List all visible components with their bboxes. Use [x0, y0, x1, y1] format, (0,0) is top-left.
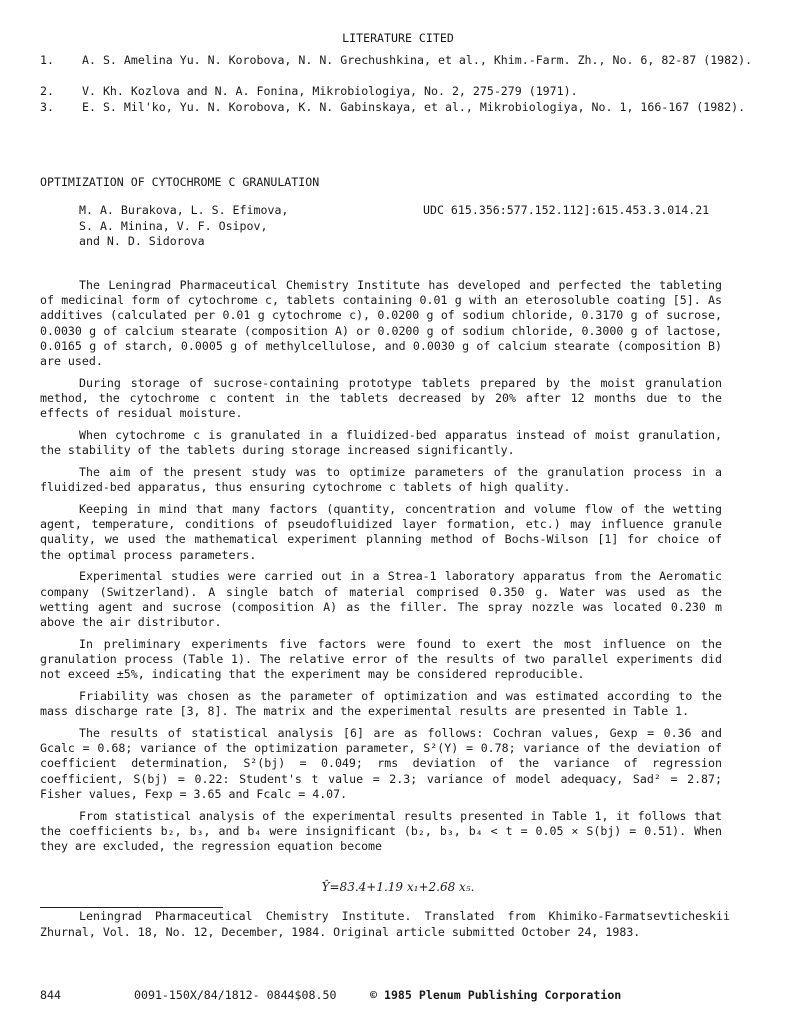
body-paragraph: The aim of the present study was to optimize parameters of the granulation process in a fluidized-bed apparatus, thus ensuring cytochrome c tablets of high quality.	[40, 465, 722, 495]
reference-text: A. S. Amelina Yu. N. Korobova, N. N. Grechushkina, et al., Khim.-Farm. Zh., No. 6, 82-87 (1982).	[82, 53, 753, 67]
page-number: 844	[40, 988, 61, 1002]
footnote-divider	[40, 907, 223, 908]
footnote-text: Leningrad Pharmaceutical Chemistry Institute. Translated from Khimiko-Farmatsevticheskii Zhurnal, Vol. 18, No. 12, December, 1984. Original article submitted October 24, 1983.	[40, 909, 730, 939]
reference-number: 1.	[40, 53, 54, 67]
author-list	[79, 203, 288, 250]
body-paragraph: From statistical analysis of the experimental results presented in Table 1, it follows that the coefficients b₂, b₃, and b₄ were insignificant (b₂, b₃, b₄ < t = 0.05 × S(bj) = 0.51). When they are excluded, the regression equation become	[40, 808, 722, 854]
regression-equation: Ŷ=83.4+1.19 x₁+2.68 x₅.	[321, 880, 475, 894]
reference-item	[40, 53, 760, 68]
article-body	[40, 278, 722, 861]
reference-number: 3.	[40, 100, 54, 114]
body-paragraph: When cytochrome c is granulated in a fluidized-bed apparatus instead of moist granulation, the stability of the tablets during storage increased significantly.	[40, 428, 722, 458]
author-line: S. A. Minina, V. F. Osipov,	[79, 218, 268, 233]
reference-text: E. S. Mil'ko, Yu. N. Korobova, K. N. Gabinskaya, et al., Mikrobiologiya, No. 1, 166-167 (1982).	[82, 100, 746, 114]
publication-code: 0091-150X/84/1812- 0844$08.50	[134, 988, 337, 1002]
copyright-notice: © 1985 Plenum Publishing Corporation	[370, 988, 622, 1002]
body-paragraph: Experimental studies were carried out in a Strea-1 laboratory apparatus from the Aeromatic company (Switzerland). A single batch of material comprised 0.350 g. Water was used as the wetting agent and sucrose (composition A) as the filler. The spray nozzle was located 0.230 m above the air distributor.	[40, 569, 722, 630]
footnote	[40, 909, 730, 940]
body-paragraph: In preliminary experiments five factors were found to exert the most influence on the granulation process (Table 1). The relative error of the results of two parallel experiments did not exceed ±5%, indicating that the experiment may be considered reproducible.	[40, 636, 722, 682]
body-paragraph: Keeping in mind that many factors (quantity, concentration and volume flow of the wetting agent, temperature, conditions of pseudofluidized layer formation, etc.) may influence granule quality, we used the mathematical experiment planning method of Bochs-Wilson [1] for choice of the optimal process parameters.	[40, 502, 722, 562]
reference-item	[40, 100, 760, 115]
literature-cited-heading: LITERATURE CITED	[342, 31, 454, 45]
body-paragraph: Friability was chosen as the parameter of optimization and was estimated according to the mass discharge rate [3, 8]. The matrix and the experimental results are presented in Table 1.	[40, 689, 722, 719]
reference-number: 2.	[40, 84, 54, 98]
body-paragraph: During storage of sucrose-containing prototype tablets prepared by the moist granulation method, the cytochrome c content in the tablets decreased by 20% after 12 months due to the effects of residual moisture.	[40, 375, 722, 421]
reference-item	[40, 84, 760, 99]
author-line: M. A. Burakova, L. S. Efimova,	[79, 203, 289, 217]
article-title: OPTIMIZATION OF CYTOCHROME C GRANULATION	[40, 175, 320, 189]
body-paragraph: The results of statistical analysis [6] are as follows: Cochran values, Gexp = 0.36 and Gcalc = 0.68; variance of the optimization parameter, S²(Y) = 0.78; variance of the deviation of coefficient determination, S²(bj) = 0.049; rms deviation of the variance of regression coefficient, S(bj) = 0.22: Student's t value = 2.3; variance of model adequacy, Sad² = 2.87; Fisher values, Fexp = 3.65 and Fcalc = 4.07.	[40, 726, 722, 801]
reference-text: V. Kh. Kozlova and N. A. Fonina, Mikrobiologiya, No. 2, 275-279 (1971).	[82, 84, 578, 98]
author-line: and N. D. Sidorova	[79, 234, 205, 248]
body-paragraph: The Leningrad Pharmaceutical Chemistry Institute has developed and perfected the tableting of medicinal form of cytochrome c, tablets containing 0.01 g with an eterosoluble coating [5]. As additives (calculated per 0.01 g cytochrome c), 0.0200 g of sodium chloride, 0.3170 g of sucrose, 0.0030 g of calcium stearate (composition A) or 0.0200 g of sodium chloride, 0.3000 g of lactose, 0.0165 g of starch, 0.0005 g of methylcellulose, and 0.0030 g of calcium stearate (composition B) are used.	[40, 278, 722, 369]
udc-code: UDC 615.356:577.152.112]:615.453.3.014.21	[423, 203, 710, 217]
